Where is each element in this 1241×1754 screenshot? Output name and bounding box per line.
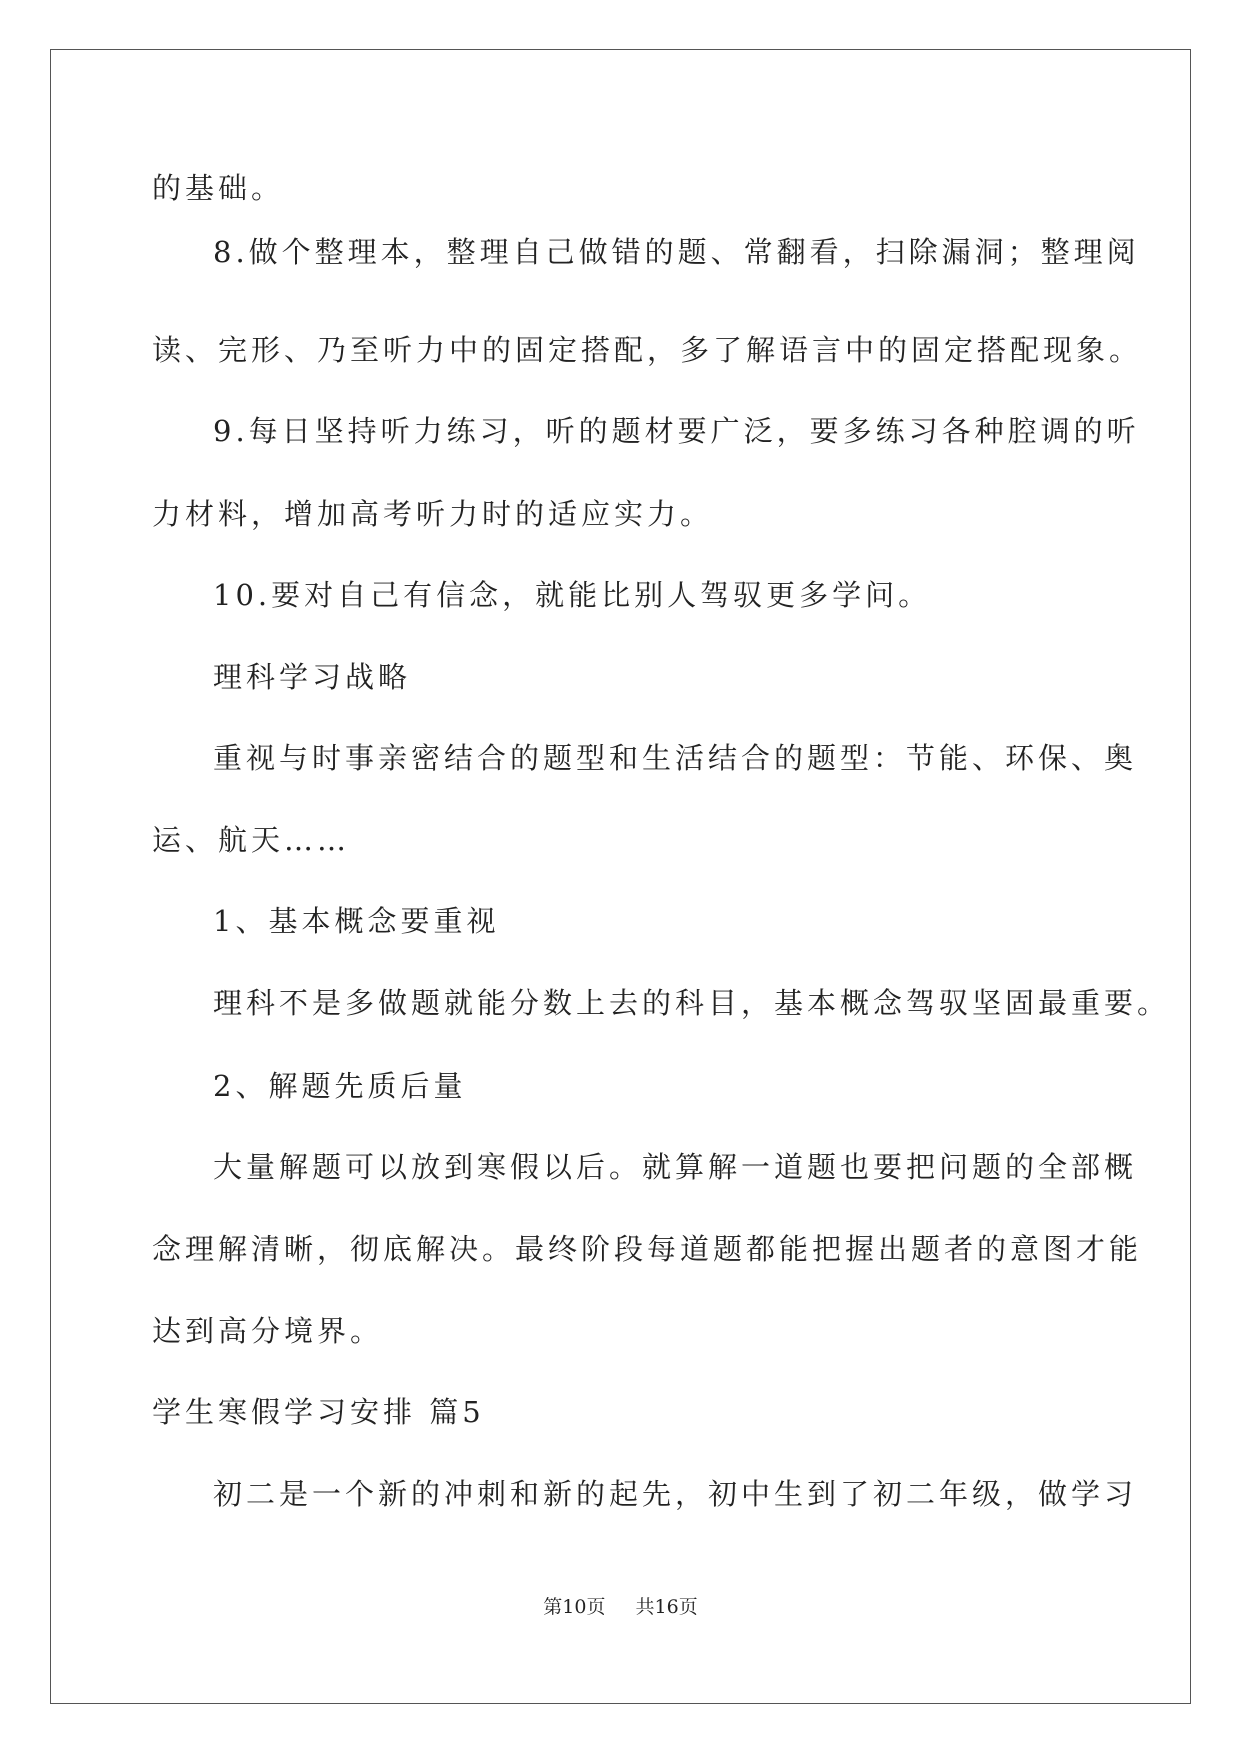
text-line: 重视与时事亲密结合的题型和生活结合的题型：节能、环保、奥	[213, 741, 1138, 775]
text-line: 初二是一个新的冲刺和新的起先，初中生到了初二年级，做学习	[213, 1477, 1138, 1511]
text-line: 力材料，增加高考听力时的适应实力。	[152, 497, 714, 531]
page-footer	[0, 1592, 1241, 1619]
chapter-heading: 学生寒假学习安排 篇5	[152, 1395, 485, 1429]
page-number: 第10页	[543, 1596, 606, 1618]
text-line: 的基础。	[152, 171, 285, 205]
text-line: 达到高分境界。	[152, 1314, 384, 1348]
text-line: 9.每日坚持听力练习，听的题材要广泛，要多练习各种腔调的听	[213, 414, 1140, 448]
text-line: 念理解清晰，彻底解决。最终阶段每道题都能把握出题者的意图才能	[152, 1232, 1143, 1266]
page-total: 共16页	[635, 1596, 698, 1618]
text-line: 1、基本概念要重视	[213, 904, 500, 938]
text-line: 运、航天……	[152, 823, 351, 857]
text-line: 2、解题先质后量	[213, 1069, 467, 1103]
page-border	[50, 49, 1191, 1704]
text-line: 8.做个整理本，整理自己做错的题、常翻看，扫除漏洞；整理阅	[213, 235, 1140, 269]
section-heading: 理科学习战略	[213, 660, 412, 694]
text-line: 大量解题可以放到寒假以后。就算解一道题也要把问题的全部概	[213, 1150, 1138, 1184]
text-line: 理科不是多做题就能分数上去的科目，基本概念驾驭坚固最重要。	[213, 986, 1171, 1020]
text-line: 读、完形、乃至听力中的固定搭配，多了解语言中的固定搭配现象。	[152, 333, 1143, 367]
text-line: 10.要对自己有信念，就能比别人驾驭更多学问。	[213, 578, 932, 612]
